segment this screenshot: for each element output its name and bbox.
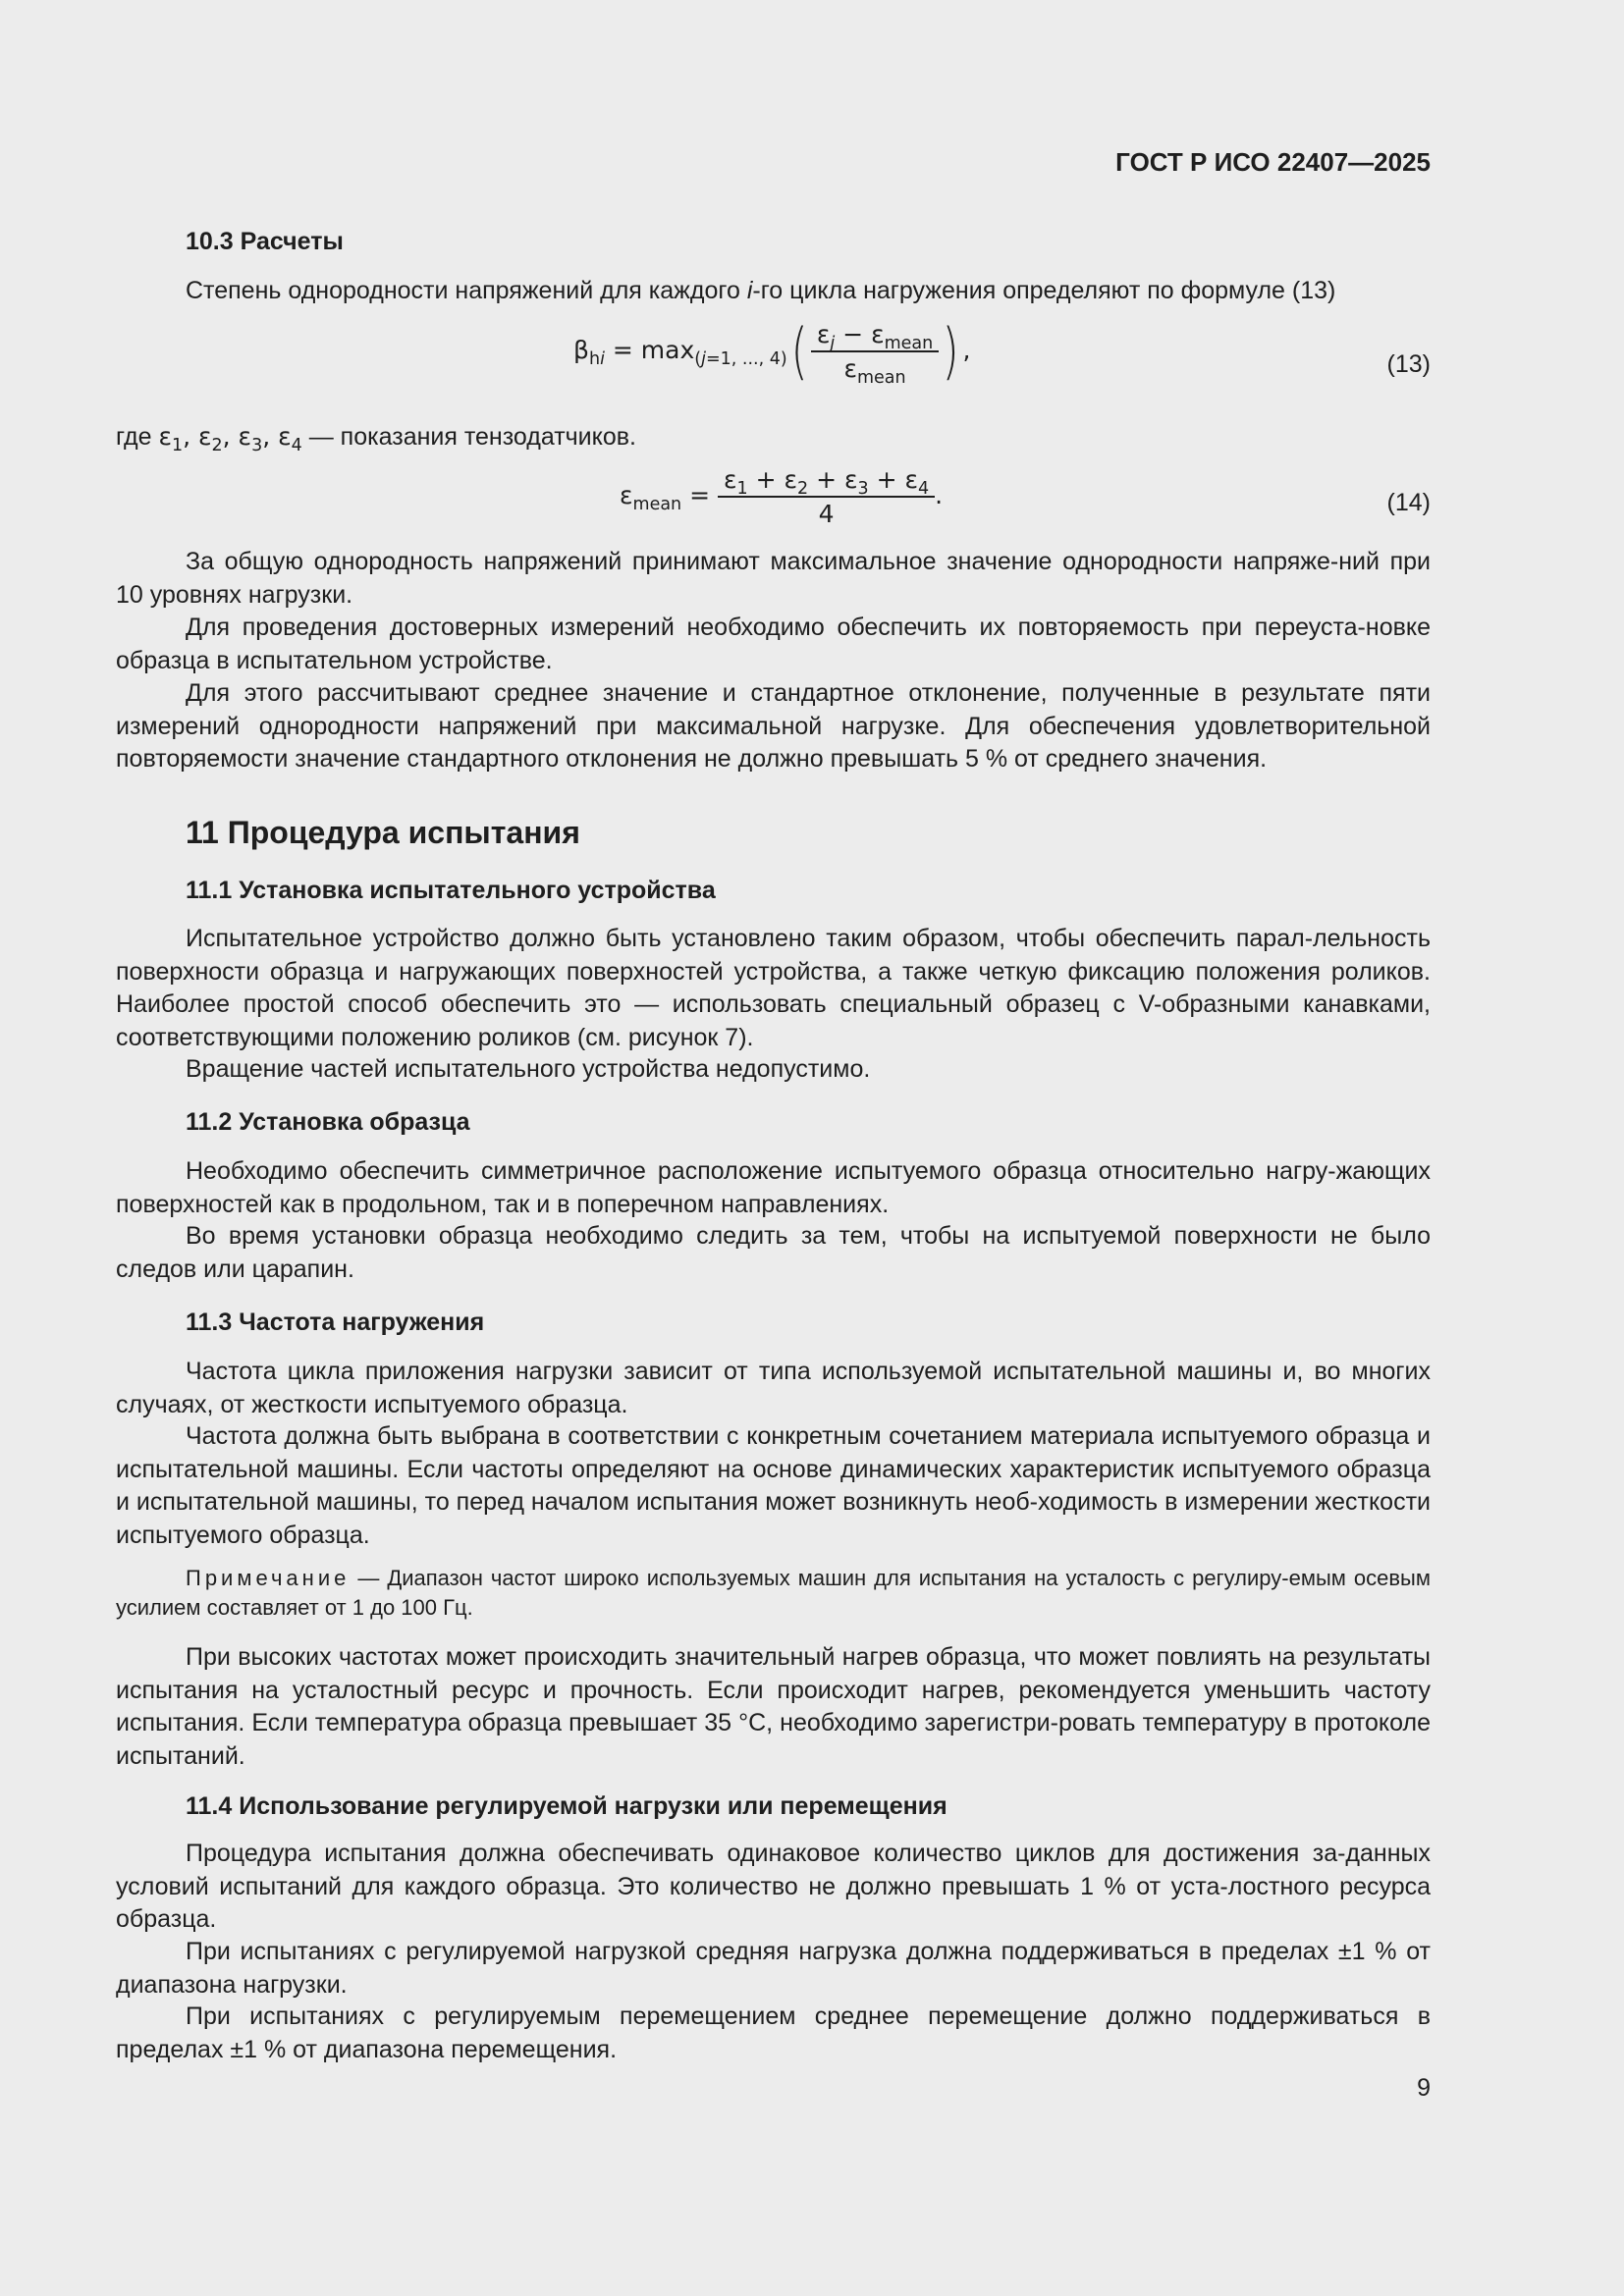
section-11-2-title: 11.2 Установка образца: [186, 1108, 470, 1136]
note-label: Примечание: [186, 1566, 351, 1590]
section-11-3-title: 11.3 Частота нагружения: [186, 1308, 485, 1336]
paragraph: За общую однородность напряжений принимают максимальное значение однородности напряже-ний при 10 уровнях нагрузки.: [116, 548, 1431, 609]
paragraph: Частота должна быть выбрана в соответствии с конкретным сочетанием материала испытуемого образца и испытательной машины. Если частоты определяют на основе динамических характеристик испытуемого образца и испытательной машины, то перед началом испытания может возникнуть необ-ходимость в измерении жесткости испытуемого образца.: [116, 1422, 1431, 1549]
formula-14: $\varepsilon_{mean}$ = $\frac{\varepsilon_1 + \varepsilon_2 + \varepsilon_3 + \varepsilon_4}{4}$ .: [620, 465, 944, 528]
paragraph: Для проведения достоверных измерений необходимо обеспечить их повторяемость при переуста-новке образца в испытательном устройстве.: [116, 614, 1431, 674]
section-11-title: 11 Процедура испытания: [186, 815, 580, 850]
where-line: где $\varepsilon_1$, $\varepsilon_2$, $\varepsilon_3$, $\varepsilon_4$ — показания тензодатчиков.: [116, 422, 636, 456]
paragraph: Во время установки образца необходимо следить за тем, чтобы на испытуемой поверхности не было следов или царапин.: [116, 1222, 1431, 1283]
paragraph: Необходимо обеспечить симметричное расположение испытуемого образца относительно нагру-жающих поверхностей как в продольном, так и в поперечном направлениях.: [116, 1157, 1431, 1218]
document-code: ГОСТ Р ИСО 22407—2025: [1115, 147, 1431, 177]
paragraph: При высоких частотах может происходить значительный нагрев образца, что может повлиять на результаты испытания на усталостный ресурс и прочность. Если происходит нагрев, рекомендуется уменьшить частоту испытания. Если температура образца превышает 35 °С, необходимо зарегистри-ровать температуру в протоколе испытаний.: [116, 1643, 1431, 1770]
equation-number-14: (14): [1386, 489, 1431, 516]
paragraph: При испытаниях с регулируемым перемещением среднее перемещение должно поддерживаться в пределах ±1 % от диапазона перемещения.: [116, 2002, 1431, 2063]
section-11-4-title: 11.4 Использование регулируемой нагрузки или перемещения: [186, 1792, 947, 1820]
paragraph: Испытательное устройство должно быть установлено таким образом, чтобы обеспечить парал-лельность поверхности образца и нагружающих поверхностей устройства, а также четкую фиксацию положения роликов. Наиболее простой способ обеспечить это — использовать специальный образец с V-образными канавками, соответствующими положению роликов (см. рисунок 7).: [116, 925, 1431, 1051]
equation-number-13: (13): [1386, 350, 1431, 378]
section-10-3-title: 10.3 Расчеты: [186, 228, 344, 255]
paragraph: Для этого рассчитывают среднее значение и стандартное отклонение, полученные в результате пяти измерений однородности напряжений при максимальной нагрузке. Для обеспечения удовлетворительной повторяемости значение стандартного отклонения не должно превышать 5 % от среднего значения.: [116, 679, 1431, 773]
section-11-1-title: 11.1 Установка испытательного устройства: [186, 877, 716, 904]
section-10-3-intro: Степень однородности напряжений для каждого i-го цикла нагружения определяют по формуле (13): [186, 277, 1336, 304]
paragraph: Частота цикла приложения нагрузки зависит от типа используемой испытательной машины и, во многих случаях, от жесткости испытуемого образца.: [116, 1358, 1431, 1418]
note: Примечание — Диапазон частот широко используемых машин для испытания на усталость с регулиру-емым осевым усилием составляет от 1 до 100 Гц.: [116, 1566, 1431, 1620]
paragraph: Вращение частей испытательного устройства недопустимо.: [186, 1055, 871, 1083]
page-number: 9: [1417, 2074, 1431, 2102]
paragraph: Процедура испытания должна обеспечивать одинаковое количество циклов для достижения за-данных условий испытаний для каждого образца. Это количество не должно превышать 1 % от уста-лостного ресурса образца.: [116, 1840, 1431, 1933]
formula-13: $\beta_{hi} = \max_{(j=1, ..., 4)}$( $\frac{\varepsilon_j - \varepsilon_{mean}}{\varepsilon_{mean}}$ ) ,: [573, 315, 971, 389]
paragraph: При испытаниях с регулируемой нагрузкой средняя нагрузка должна поддерживаться в пределах ±1 % от диапазона нагрузки.: [116, 1938, 1431, 1999]
